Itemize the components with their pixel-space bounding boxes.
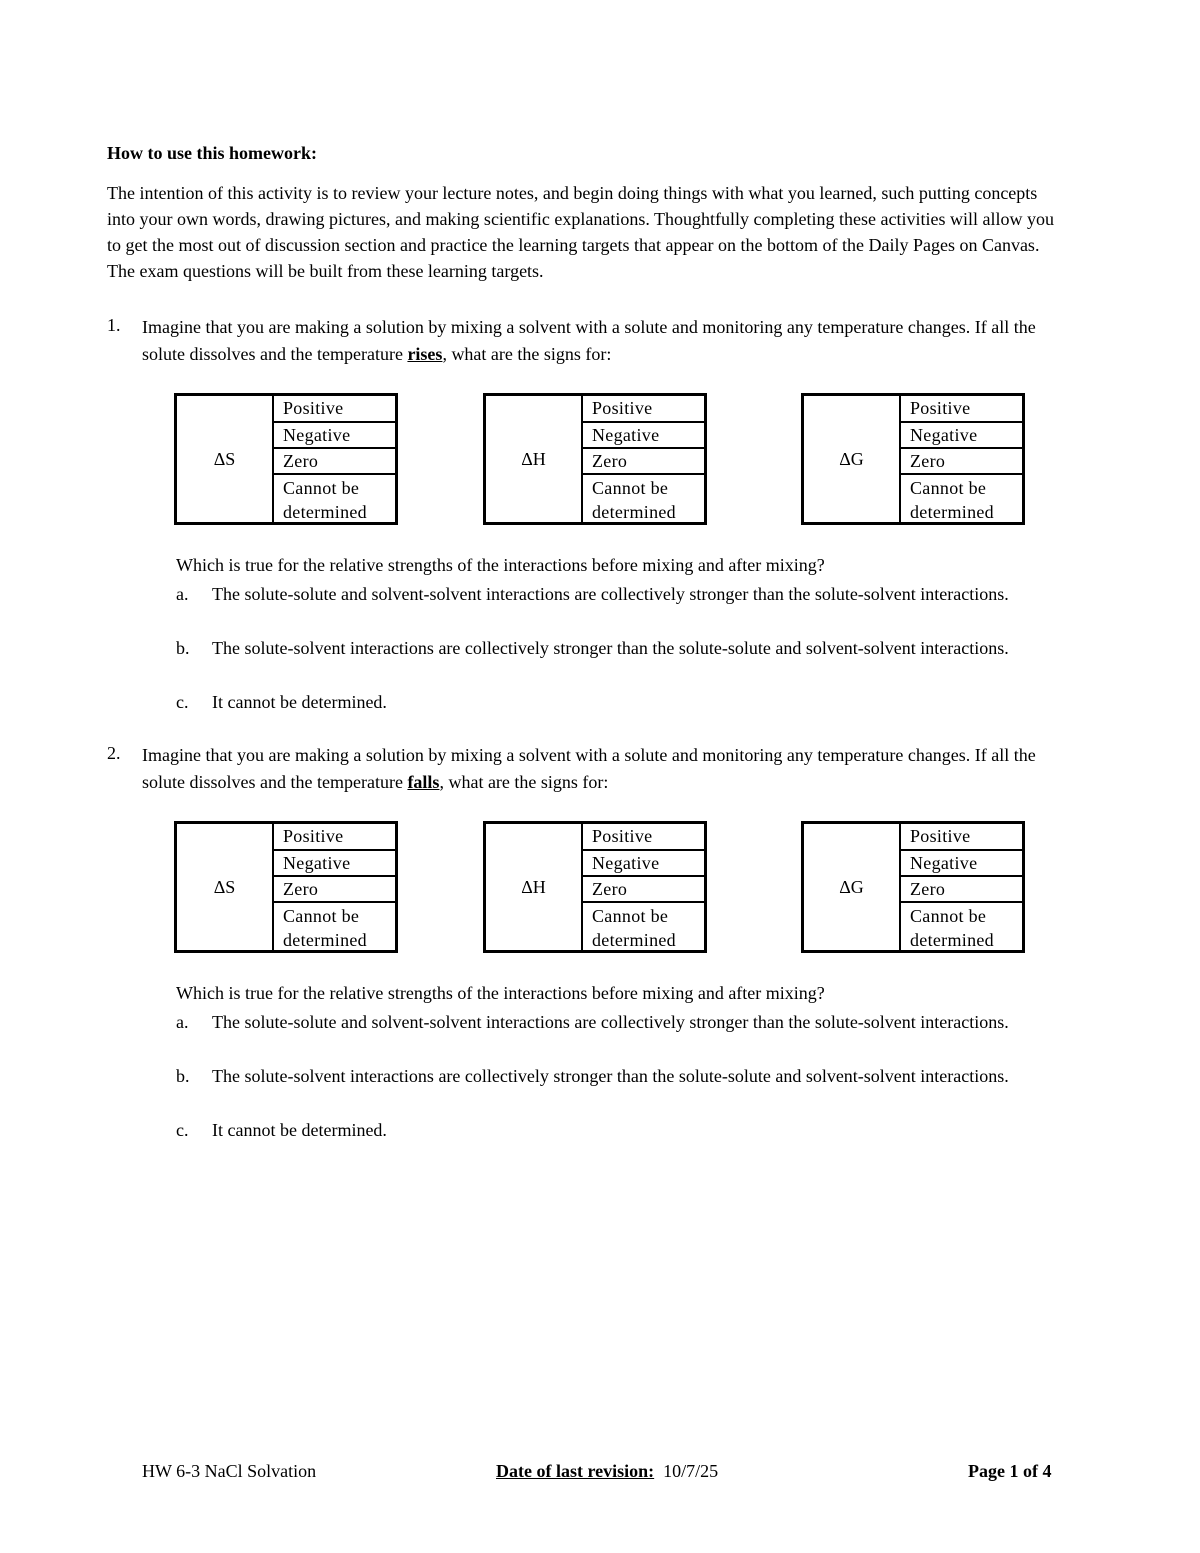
- choice-text: The solute-solvent interactions are collectively stronger than the solute-solute and solvent-solvent interactions.: [212, 1066, 1009, 1086]
- choice-letter: c.: [176, 692, 189, 712]
- footer-title: HW 6-3 NaCl Solvation: [142, 1461, 317, 1481]
- table-symbol: ΔS: [177, 396, 274, 522]
- choice-text: The solute-solute and solvent-solvent interactions are collectively stronger than the solute-solvent interactions.: [212, 584, 1009, 604]
- option-zero[interactable]: Zero: [583, 877, 704, 903]
- option-negative[interactable]: Negative: [901, 423, 1022, 449]
- option-negative[interactable]: Negative: [274, 423, 395, 449]
- option-positive[interactable]: Positive: [274, 396, 395, 423]
- option-positive[interactable]: Positive: [583, 396, 704, 423]
- choice-text: It cannot be determined.: [212, 692, 387, 712]
- page-number: Page 1 of 4: [968, 1461, 1052, 1481]
- question-prompt: Which is true for the relative strengths of the interactions before mixing and after mixing?: [176, 555, 825, 575]
- table-symbol: ΔS: [177, 824, 274, 950]
- delta-s-table: [174, 393, 398, 525]
- keyword-rises: rises: [407, 344, 443, 364]
- option-cannot-be-determined[interactable]: Cannot be determined: [283, 906, 367, 950]
- option-zero[interactable]: Zero: [901, 449, 1022, 475]
- option-cannot-be-determined[interactable]: Cannot be determined: [592, 478, 676, 522]
- table-symbol: ΔH: [486, 824, 583, 950]
- option-zero[interactable]: Zero: [901, 877, 1022, 903]
- option-positive[interactable]: Positive: [901, 824, 1022, 851]
- option-zero[interactable]: Zero: [583, 449, 704, 475]
- revision-date: 10/7/25: [663, 1461, 719, 1481]
- option-cannot-be-determined[interactable]: Cannot be determined: [910, 906, 994, 950]
- delta-g-table: [801, 821, 1025, 953]
- choice-text: It cannot be determined.: [212, 1120, 387, 1140]
- choice-letter: b.: [176, 638, 190, 658]
- choice-letter: c.: [176, 1120, 189, 1140]
- option-negative[interactable]: Negative: [583, 851, 704, 877]
- question-number: 1.: [107, 315, 121, 335]
- option-cannot-be-determined[interactable]: Cannot be determined: [910, 478, 994, 522]
- question-prompt: Which is true for the relative strengths of the interactions before mixing and after mixing?: [176, 983, 825, 1003]
- table-symbol: ΔH: [486, 396, 583, 522]
- delta-s-table: [174, 821, 398, 953]
- choice-letter: a.: [176, 584, 189, 604]
- keyword-falls: falls: [407, 772, 440, 792]
- question-number: 2.: [107, 743, 121, 763]
- option-cannot-be-determined[interactable]: Cannot be determined: [283, 478, 367, 522]
- question-text: Imagine that you are making a solution by mixing a solvent with a solute and monitoring any temperature changes. If all the solute dissolves and the temperature rises, what are the signs for:: [142, 317, 1036, 364]
- choice-text: The solute-solute and solvent-solvent interactions are collectively stronger than the solute-solvent interactions.: [212, 1012, 1009, 1032]
- footer-revision: [496, 1461, 718, 1482]
- option-negative[interactable]: Negative: [274, 851, 395, 877]
- table-symbol: ΔG: [804, 824, 901, 950]
- intro-paragraph: The intention of this activity is to review your lecture notes, and begin doing things with what you learned, such putting concepts into your own words, drawing pictures, and making scientific explanations. Thoughtfully completing these activities will allow you to get the most out of discussion section and practice the learning targets that appear on the bottom of the Daily Pages on Canvas. The exam questions will be built from these learning targets.: [107, 183, 1054, 281]
- option-zero[interactable]: Zero: [274, 449, 395, 475]
- question-text: Imagine that you are making a solution by mixing a solvent with a solute and monitoring any temperature changes. If all the solute dissolves and the temperature falls, what are the signs for:: [142, 745, 1036, 792]
- choice-letter: b.: [176, 1066, 190, 1086]
- choice-letter: a.: [176, 1012, 189, 1032]
- option-zero[interactable]: Zero: [274, 877, 395, 903]
- option-positive[interactable]: Positive: [901, 396, 1022, 423]
- option-positive[interactable]: Positive: [274, 824, 395, 851]
- table-symbol: ΔG: [804, 396, 901, 522]
- option-positive[interactable]: Positive: [583, 824, 704, 851]
- delta-h-table: [483, 393, 707, 525]
- option-negative[interactable]: Negative: [901, 851, 1022, 877]
- revision-label: Date of last revision:: [496, 1461, 655, 1481]
- choice-text: The solute-solvent interactions are collectively stronger than the solute-solute and solvent-solvent interactions.: [212, 638, 1009, 658]
- delta-h-table: [483, 821, 707, 953]
- page-heading: How to use this homework:: [107, 143, 317, 163]
- delta-g-table: [801, 393, 1025, 525]
- option-cannot-be-determined[interactable]: Cannot be determined: [592, 906, 676, 950]
- option-negative[interactable]: Negative: [583, 423, 704, 449]
